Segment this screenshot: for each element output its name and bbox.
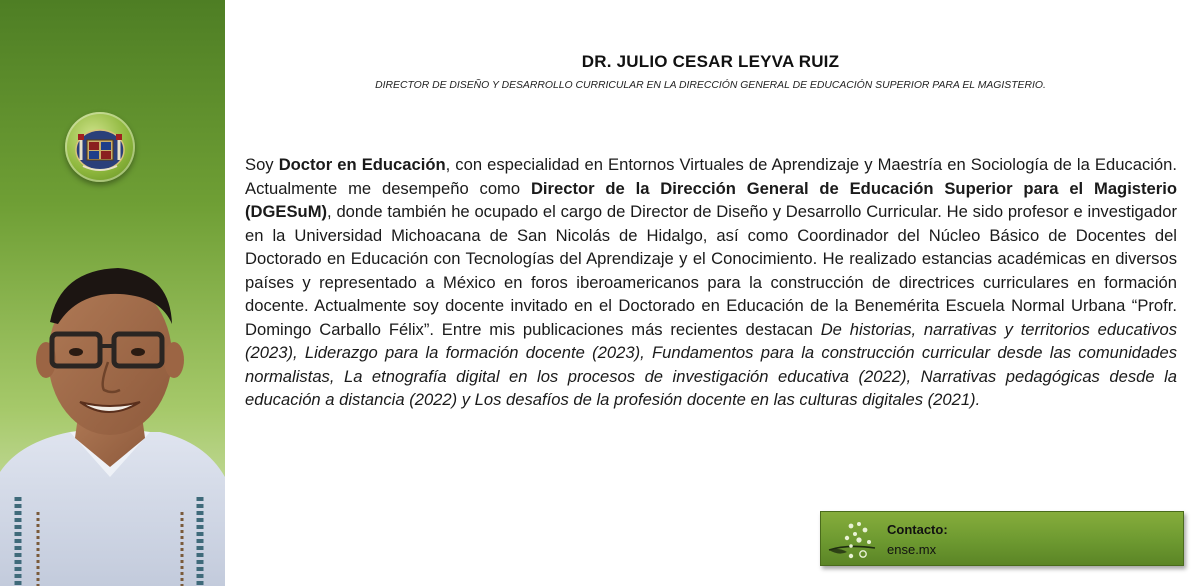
job-title: DIRECTOR DE DISEÑO Y DESARROLLO CURRICULAR EN LA DIRECCIÓN GENERAL DE EDUCACIÓN SUPERIOR PARA EL MAGISTERIO.	[375, 80, 1046, 91]
university-seal	[65, 112, 135, 182]
biography-text	[245, 153, 1177, 412]
sidebar-panel	[0, 0, 225, 586]
portrait-photo	[0, 262, 225, 586]
leaf-dots-icon	[825, 516, 881, 562]
seal-emblem-icon	[65, 112, 135, 182]
bio-position: Director de la Dirección General de Educación Superior para el Magisterio (DGESuM)	[245, 178, 1177, 221]
contact-label: Contacto:	[887, 522, 948, 537]
bio-text: Soy	[245, 155, 279, 174]
bio-degree: Doctor en Educación	[278, 155, 446, 174]
bio-publications: De historias, narrativas y territorios educativos (2023), Liderazgo para la formación docente (2023), Fundamentos para la construcción curricular desde las comunidades normalistas, La etnografía digital en los procesos de investigación educativa (2022), Narrativas pedagógicas desde la educación a distancia (2022) y Los desafíos de la profesión docente en las culturas digitales (2021).	[245, 319, 1177, 409]
bio-text: , donde también he ocupado el cargo de Director de Diseño y Desarrollo Curricular. He sido profesor e investigador en la Universidad Michoacana de San Nicolás de Hidalgo, así como Coordinador del Núcleo Básico de Docentes del Doctorado en Educación con Tecnologías del Aprendizaje y el Conocimiento. He realizado estancias académicas en diversos países y representado a México en foros iberoamericanos para la construcción de directrices curriculares en formación docente. Actualmente soy docente invitado en el Doctorado en Educación de la Benemérita Escuela Normal Urbana “Profr. Domingo Carballo Félix”. Entre mis publicaciones más recientes destacan	[245, 202, 1177, 339]
person-name: DR. JULIO CESAR LEYVA RUIZ	[581, 52, 840, 71]
contact-link[interactable]: ense.mx	[887, 542, 937, 557]
contact-box[interactable]	[820, 511, 1184, 566]
bio-text: , con especialidad en Entornos Virtuales de Aprendizaje y Maestría en Sociología de la Educación. Actualmente me desempeño como	[245, 155, 1177, 198]
